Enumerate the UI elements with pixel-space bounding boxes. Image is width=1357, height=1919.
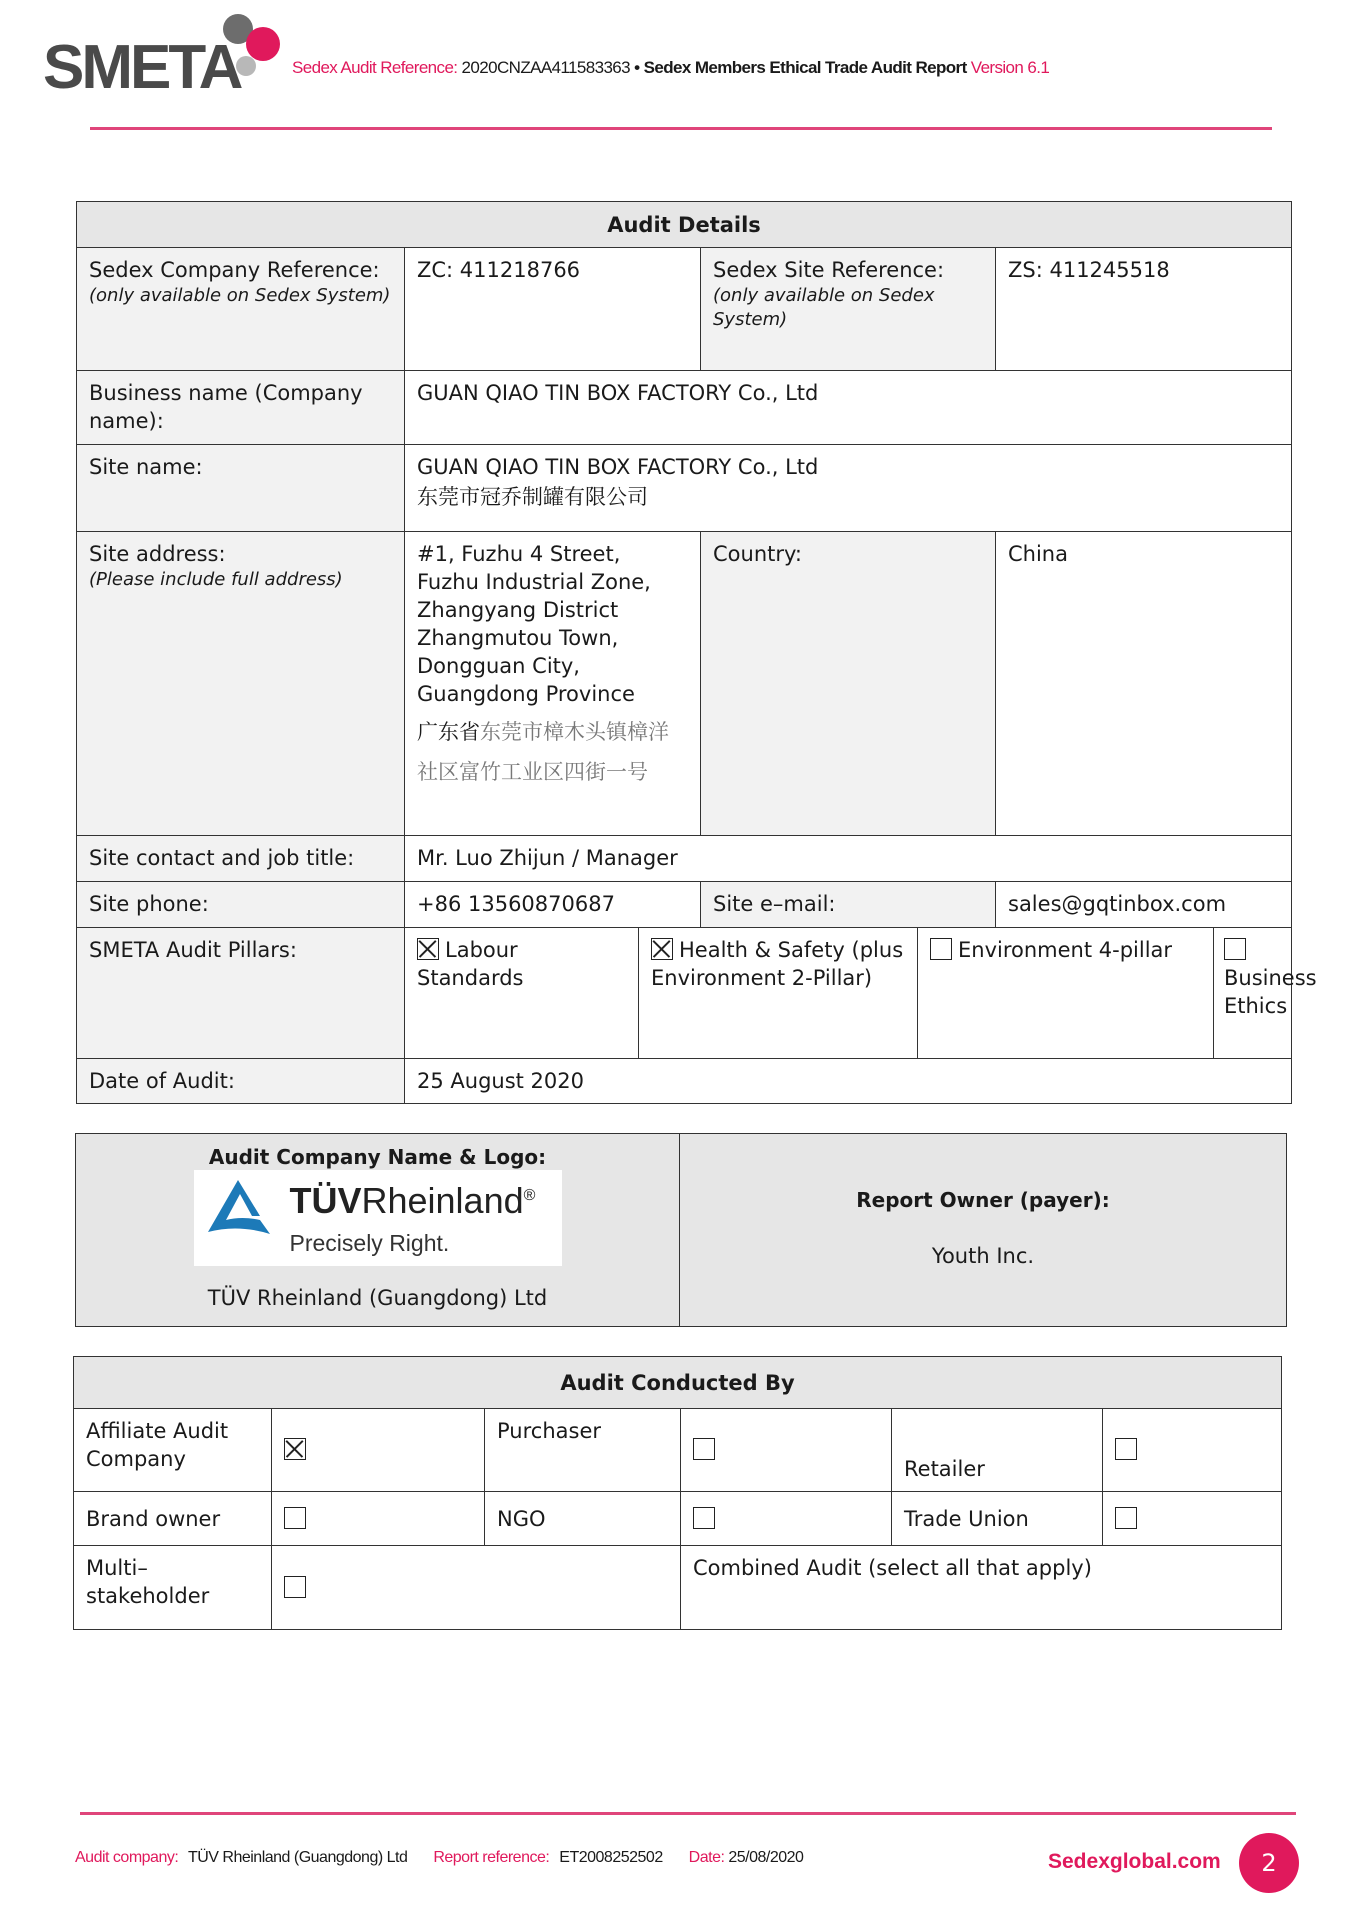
conducted-by-title: Audit Conducted By — [74, 1357, 1282, 1409]
brand-owner-label: Brand owner — [74, 1492, 272, 1546]
country-label: Country: — [701, 532, 996, 836]
business-name: GUAN QIAO TIN BOX FACTORY Co., Ltd — [405, 371, 1292, 445]
country: China — [996, 532, 1292, 836]
site-ref-value: ZS: 411245518 — [996, 248, 1292, 371]
purchaser-label: Purchaser — [485, 1409, 681, 1492]
sedex-link[interactable]: Sedexglobal.com — [1048, 1850, 1221, 1873]
ngo-label: NGO — [485, 1492, 681, 1546]
footer-date: 25/08/2020 — [728, 1849, 804, 1866]
purchaser-checkbox[interactable] — [693, 1438, 715, 1460]
audit-company-table — [75, 1133, 1287, 1327]
email-label: Site e–mail: — [701, 882, 996, 928]
brand-owner-checkbox[interactable] — [284, 1507, 306, 1529]
footer-report-ref: ET2008252502 — [559, 1849, 663, 1866]
multi-stakeholder-checkbox[interactable] — [284, 1576, 306, 1598]
site-address-label: Site address: — [89, 542, 226, 566]
contact: Mr. Luo Zhijun / Manager — [405, 836, 1292, 882]
site-name-label: Site name: — [77, 445, 405, 532]
audit-company-name: TÜV Rheinland (Guangdong) Ltd — [207, 1286, 548, 1310]
company-ref-label: Sedex Company Reference: — [89, 258, 380, 282]
pillar-labour[interactable]: Labour Standards — [405, 928, 639, 1059]
smeta-logo: SMETA — [43, 12, 283, 92]
audit-details-title: Audit Details — [77, 202, 1292, 248]
site-name: GUAN QIAO TIN BOX FACTORY Co., Ltd — [417, 455, 819, 479]
footer-divider — [80, 1812, 1296, 1815]
checkbox-checked-icon[interactable] — [651, 938, 673, 960]
contact-label: Site contact and job title: — [77, 836, 405, 882]
site-ref-label: Sedex Site Reference: — [713, 258, 945, 282]
site-name-zh: 东莞市冠乔制罐有限公司 — [417, 485, 648, 509]
audit-details-table — [76, 201, 1317, 1104]
combined-audit-label: Combined Audit (select all that apply) — [681, 1546, 1282, 1630]
footer: Audit company: TÜV Rheinland (Guangdong) Ltd Report reference: ET2008252502 Date: 25/08/2020 — [75, 1849, 804, 1866]
retailer-label: Retailer — [892, 1409, 1103, 1492]
audit-company-label: Audit Company Name & Logo: — [208, 1145, 547, 1169]
audit-conducted-by-table — [73, 1356, 1282, 1630]
trade-union-label: Trade Union — [892, 1492, 1103, 1546]
pillar-business-ethics[interactable]: Business Ethics — [1214, 928, 1292, 1059]
audit-date: 25 August 2020 — [405, 1059, 1292, 1104]
ngo-checkbox[interactable] — [693, 1507, 715, 1529]
site-address-zh: 东莞市樟木头镇樟洋社区富竹工业区四街一号 — [417, 720, 669, 784]
report-owner-label: Report Owner (payer): — [856, 1188, 1110, 1212]
pillars-label: SMETA Audit Pillars: — [77, 928, 405, 1059]
affiliate-label: Affiliate Audit Company — [74, 1409, 272, 1492]
site-address-note: (Please include full address) — [89, 569, 343, 590]
checkbox-checked-icon[interactable] — [417, 938, 439, 960]
pillar-environment[interactable]: Environment 4-pillar — [918, 928, 1214, 1059]
pillar-health-safety[interactable]: Health & Safety (plus Environment 2-Pillar) — [639, 928, 918, 1059]
page-number: 2 — [1239, 1833, 1299, 1893]
tuv-triangle-icon — [202, 1176, 274, 1238]
checkbox-icon[interactable] — [1224, 938, 1246, 960]
audit-ref-value: 2020CNZAA411583363 — [461, 58, 631, 77]
report-title: • Sedex Members Ethical Trade Audit Report — [634, 58, 967, 77]
company-ref-note: (only available on Sedex System) — [89, 285, 391, 306]
affiliate-checkbox[interactable] — [284, 1438, 306, 1460]
retailer-checkbox[interactable] — [1115, 1438, 1137, 1460]
phone: +86 13560870687 — [405, 882, 701, 928]
tuv-logo: TÜVRheinland® Precisely Right. — [194, 1170, 562, 1266]
header-divider — [90, 127, 1272, 130]
business-name-label: Business name (Company name): — [77, 371, 405, 445]
trade-union-checkbox[interactable] — [1115, 1507, 1137, 1529]
company-ref-value: ZC: 411218766 — [405, 248, 701, 371]
header-line — [292, 58, 1049, 78]
site-address: #1, Fuzhu 4 Street, Fuzhu Industrial Zone, Zhangyang District Zhangmutou Town, Dongguan City, Guangdong Province — [417, 542, 651, 706]
footer-company: TÜV Rheinland (Guangdong) Ltd — [187, 1849, 408, 1866]
report-owner: Youth Inc. — [931, 1244, 1035, 1268]
multi-stakeholder-label: Multi–stakeholder — [74, 1546, 272, 1630]
audit-ref-label: Sedex Audit Reference: — [292, 58, 458, 77]
site-address-zh-province: 广东省 — [417, 720, 480, 744]
checkbox-icon[interactable] — [930, 938, 952, 960]
version: Version 6.1 — [970, 58, 1050, 77]
site-ref-note: (only available on Sedex System) — [713, 285, 935, 330]
email: sales@gqtinbox.com — [996, 882, 1292, 928]
date-label: Date of Audit: — [77, 1059, 405, 1104]
phone-label: Site phone: — [77, 882, 405, 928]
